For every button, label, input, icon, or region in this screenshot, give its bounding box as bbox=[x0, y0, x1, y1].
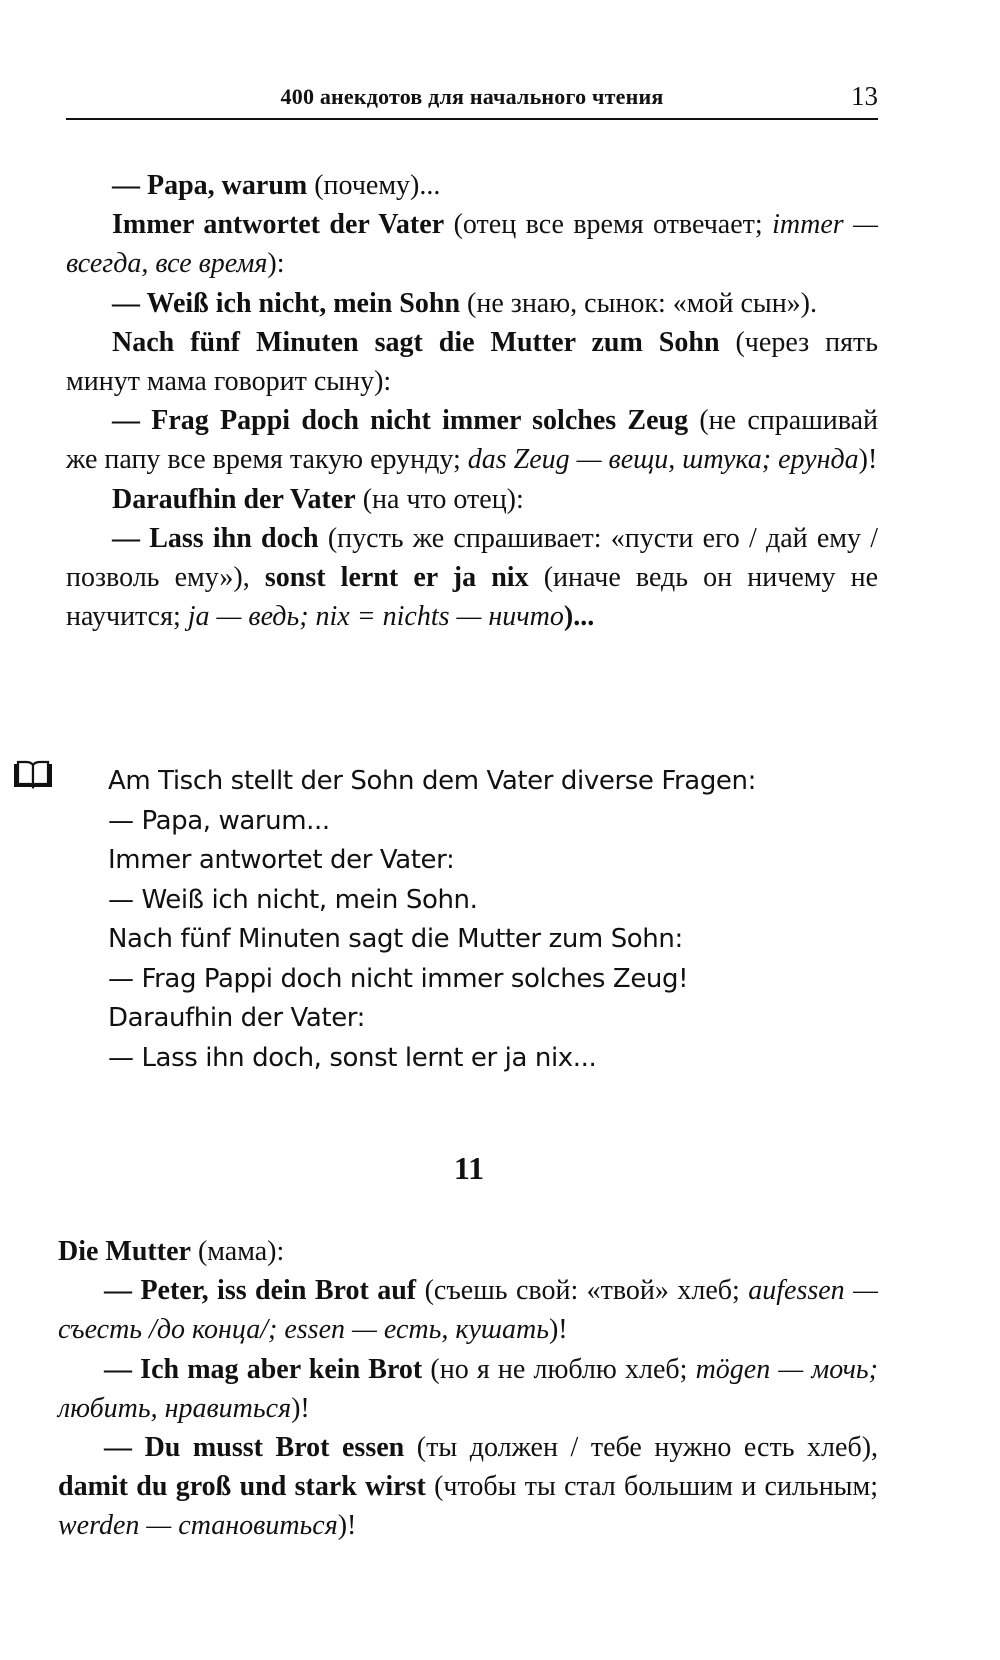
paragraph bbox=[66, 401, 878, 479]
text-line: Daraufhin der Vater: bbox=[108, 1003, 365, 1033]
translation: (пусть же спрашивает: «пусти его / дай ему / позволь ему»), bbox=[66, 522, 879, 594]
translation: (не знаю, сынок: «мой сын»). bbox=[460, 287, 818, 319]
paragraph bbox=[58, 1271, 878, 1349]
translation: (чтобы ты стал большим и сильным; bbox=[425, 1471, 878, 1503]
translation: )! bbox=[291, 1392, 310, 1424]
translation: (съешь свой: «твой» хлеб; bbox=[416, 1275, 749, 1307]
vocab-note: ja — ведь; nix = nichts — ничто bbox=[187, 601, 564, 633]
german-phrase: Die Mutter bbox=[58, 1236, 191, 1267]
text-line: — Weiß ich nicht, mein Sohn. bbox=[108, 884, 478, 915]
dash: — bbox=[104, 1353, 141, 1385]
page-number: 13 bbox=[851, 81, 878, 111]
text-line: — Papa, warum... bbox=[108, 805, 330, 836]
translation: (на что отец): bbox=[355, 483, 524, 515]
paragraph bbox=[66, 284, 878, 323]
paragraph bbox=[58, 1428, 878, 1546]
dash: — bbox=[112, 405, 152, 437]
paragraph bbox=[66, 323, 878, 401]
text-line: Nach fünf Minuten sagt die Mutter zum Sohn: bbox=[108, 924, 683, 954]
dash: — bbox=[112, 522, 150, 554]
text-line: — Frag Pappi doch nicht immer solches Zeug! bbox=[108, 963, 689, 994]
dash: — bbox=[112, 287, 147, 319]
vocab-note: mögen — мочь; любить, нравиться bbox=[58, 1353, 878, 1424]
vocab-note: aufessen — съесть /до конца/; essen — есть, кушать bbox=[58, 1275, 879, 1346]
german-phrase: Du musst Brot essen bbox=[144, 1432, 405, 1464]
paragraph bbox=[58, 1350, 878, 1428]
annotated-text-block bbox=[58, 1232, 878, 1546]
running-title: 400 анекдотов для начального чтения bbox=[280, 84, 664, 109]
german-phrase: Frag Pappi doch nicht immer solches Zeug bbox=[151, 405, 689, 437]
translation: (но я не люблю хлеб; bbox=[422, 1353, 696, 1385]
paragraph bbox=[58, 1232, 878, 1271]
translation: (не спрашивай же папу все время такую ерунду; bbox=[66, 405, 878, 476]
translation: )! bbox=[858, 444, 878, 476]
translation: )! bbox=[548, 1314, 568, 1346]
translation: (ты должен / тебе нужно есть хлеб), bbox=[404, 1432, 879, 1464]
paragraph bbox=[66, 480, 878, 519]
translation: (иначе ведь он ничему не научится; bbox=[66, 562, 878, 633]
german-phrase: Papa, warum bbox=[147, 170, 308, 201]
dash: — bbox=[112, 170, 147, 201]
german-phrase: Peter, iss dein Brot auf bbox=[140, 1275, 417, 1307]
dash: — bbox=[104, 1432, 145, 1464]
vocab-note: werden — становиться bbox=[58, 1510, 338, 1542]
vocab-note: immer — всегда, все время bbox=[66, 209, 878, 280]
german-phrase: Weiß ich nicht, mein Sohn bbox=[146, 287, 461, 319]
german-phrase: Daraufhin der Vater bbox=[112, 483, 356, 515]
text-line: — Lass ihn doch, sonst lernt er ja nix... bbox=[108, 1042, 597, 1073]
paragraph bbox=[66, 519, 878, 637]
original-text-block bbox=[108, 762, 868, 1078]
dash: — bbox=[104, 1275, 141, 1307]
page-header bbox=[66, 78, 878, 120]
vocab-note: das Zeug — вещи, штука; ерунда bbox=[467, 444, 859, 476]
annotated-text-block bbox=[66, 166, 878, 636]
section-number: 11 bbox=[453, 1150, 485, 1186]
translation: )... bbox=[563, 601, 595, 633]
text-line: Am Tisch stellt der Sohn dem Vater diverse Fragen: bbox=[108, 766, 756, 796]
german-phrase: sonst lernt er ja nix bbox=[264, 562, 529, 594]
book-icon bbox=[12, 760, 54, 790]
text-line: Immer antwortet der Vater: bbox=[108, 845, 455, 875]
translation: (почему)... bbox=[307, 170, 441, 201]
german-phrase: Lass ihn doch bbox=[149, 522, 319, 554]
paragraph bbox=[66, 205, 878, 283]
translation: (мама): bbox=[190, 1236, 285, 1267]
german-phrase: Nach fünf Minuten sagt die Mutter zum Sohn bbox=[112, 326, 720, 358]
paragraph bbox=[66, 166, 878, 205]
translation: (отец все время отвечает; bbox=[444, 209, 773, 241]
translation: (через пять минут мама говорит сыну): bbox=[66, 326, 878, 398]
german-phrase: Immer antwortet der Vater bbox=[112, 209, 445, 241]
german-phrase: Ich mag aber kein Brot bbox=[140, 1353, 423, 1385]
german-phrase: damit du groß und stark wirst bbox=[58, 1471, 426, 1503]
translation: ): bbox=[267, 248, 285, 280]
translation: )! bbox=[337, 1510, 357, 1542]
